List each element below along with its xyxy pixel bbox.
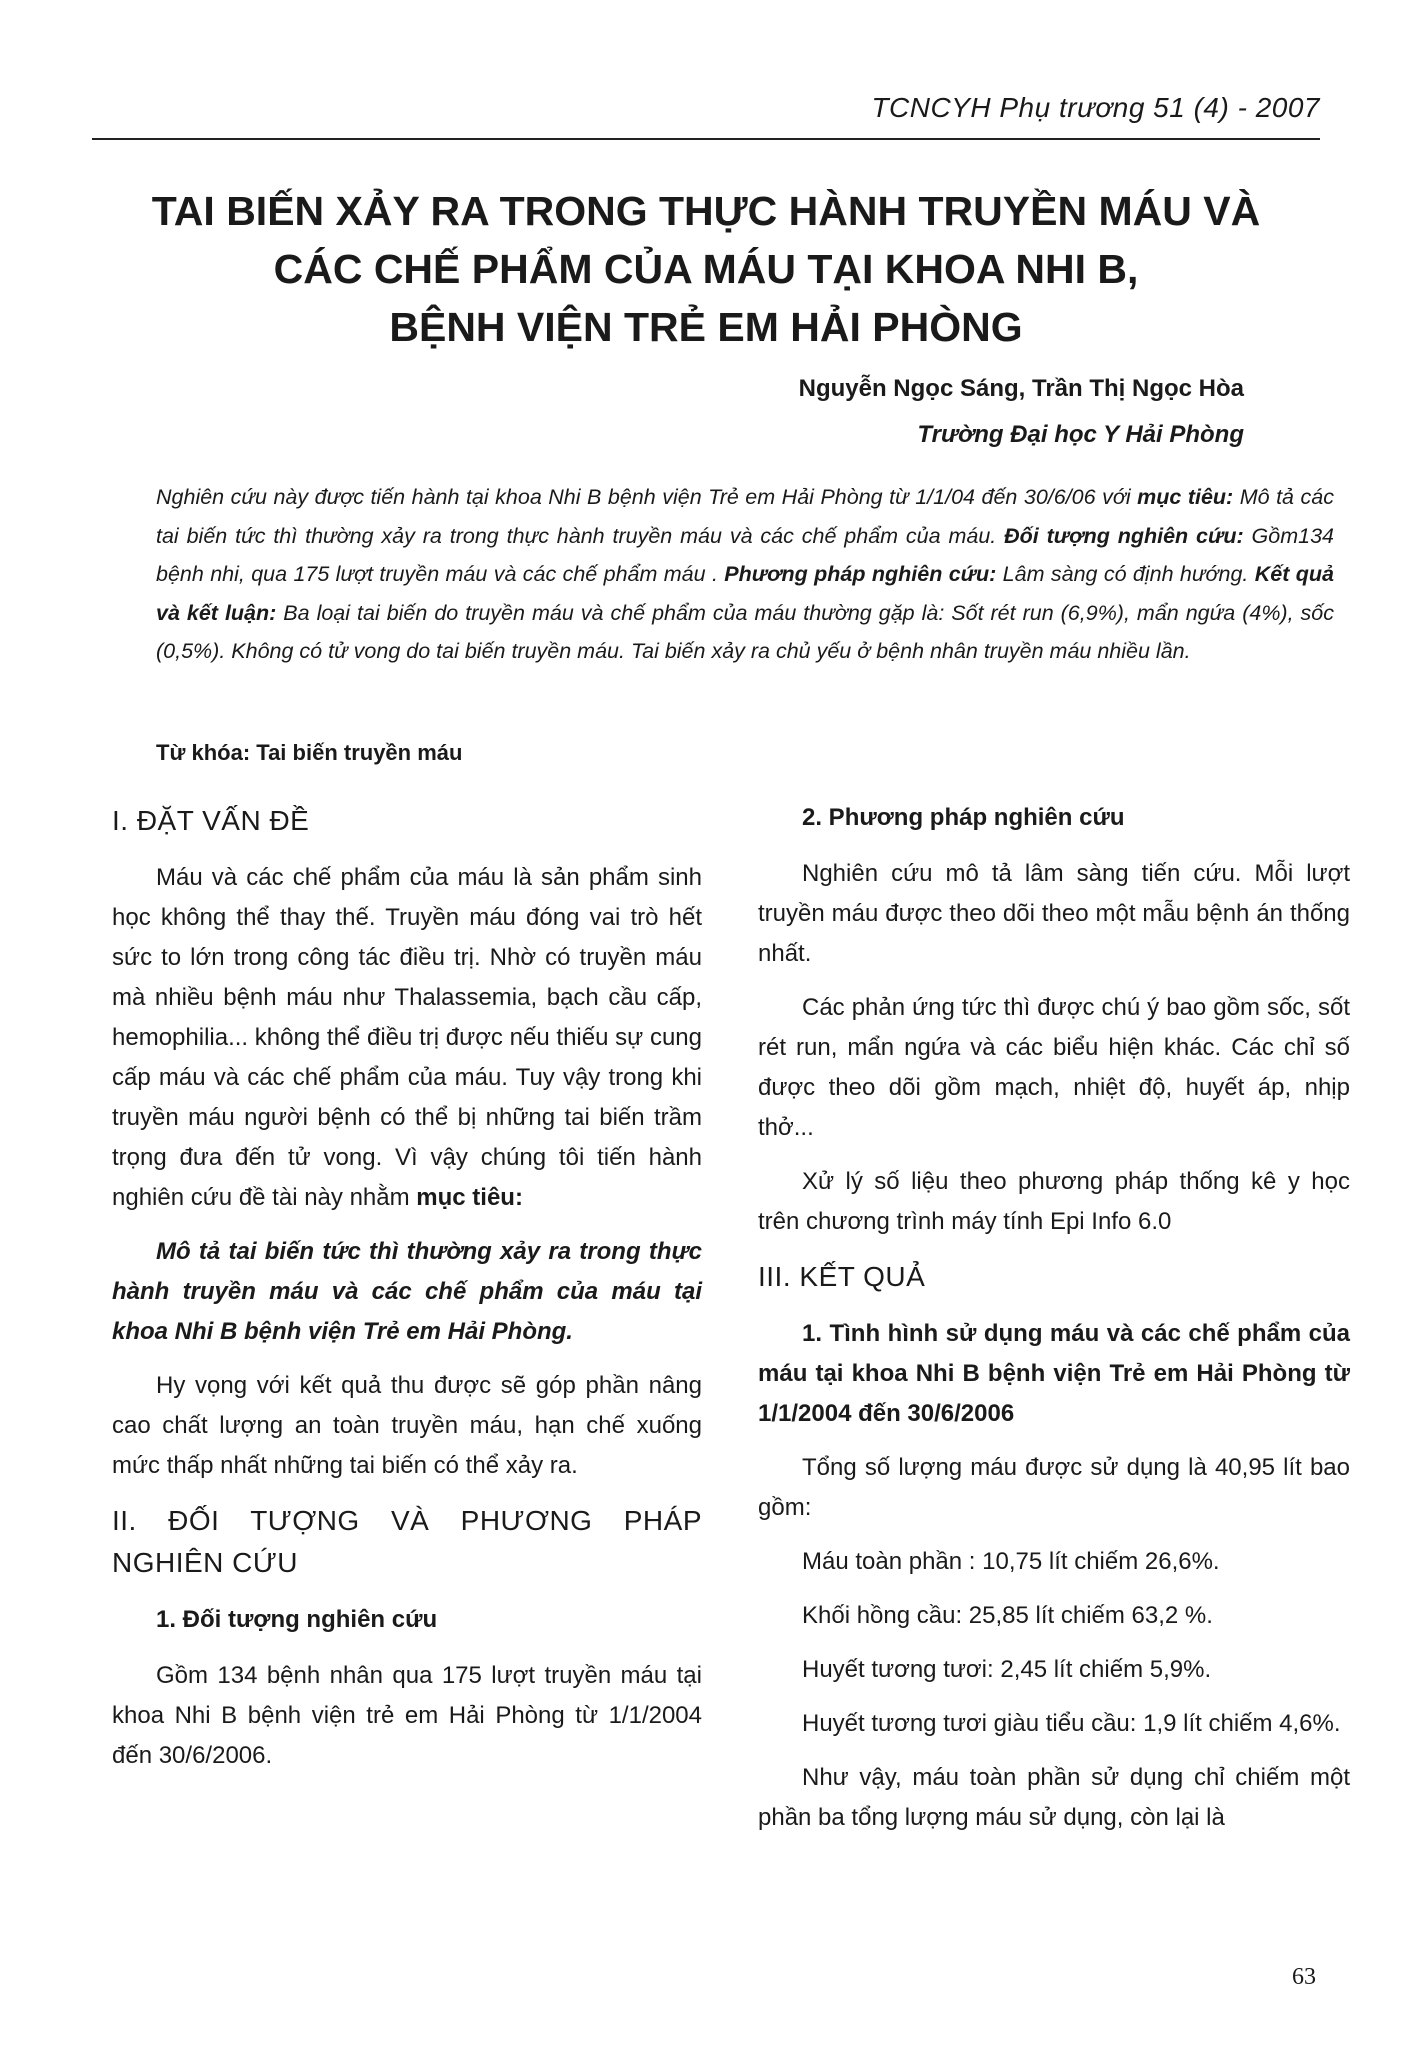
section-heading: I. ĐẶT VẤN ĐỀ — [112, 805, 310, 836]
author-block — [799, 366, 1244, 458]
paragraph: Gồm 134 bệnh nhân qua 175 lượt truyền máu tại khoa Nhi B bệnh viện trẻ em Hải Phòng từ 1/1/2004 đến 30/6/2006. — [112, 1662, 702, 1769]
paragraph: Tổng số lượng máu được sử dụng là 40,95 lít bao gồm: — [758, 1454, 1350, 1521]
subsection-heading: 1. Đối tượng nghiên cứu — [156, 1606, 438, 1633]
left-column — [112, 790, 702, 1790]
abstract — [156, 478, 1334, 671]
title-line: TAI BIẾN XẢY RA TRONG THỰC HÀNH TRUYỀN MÁU VÀ — [151, 188, 1261, 234]
list-item: Huyết tương tươi: 2,45 lít chiếm 5,9%. — [802, 1656, 1212, 1683]
paragraph: Nghiên cứu mô tả lâm sàng tiến cứu. Mỗi lượt truyền máu được theo dõi theo một mẫu bệnh án thống nhất. — [758, 860, 1350, 967]
page-number: 63 — [1292, 1964, 1316, 1990]
abstract-intro: Nghiên cứu này được tiến hành tại khoa Nhi B bệnh viện Trẻ em Hải Phòng từ 1/1/04 đến 30/6/06 với — [156, 485, 1138, 509]
abstract-subjects-label: Đối tượng nghiên cứu: — [1004, 523, 1244, 548]
header-rule — [92, 138, 1320, 140]
abstract-method-text: Lâm sàng có định hướng. — [996, 562, 1255, 586]
article-title — [120, 182, 1292, 356]
paragraph: Các phản ứng tức thì được chú ý bao gồm sốc, sốt rét run, mẩn ngứa và các biểu hiện khác. Các chỉ số được theo dõi gồm mạch, nhiệt độ, huyết áp, nhịp thở... — [758, 994, 1350, 1141]
author-names: Nguyễn Ngọc Sáng, Trần Thị Ngọc Hòa — [798, 375, 1244, 402]
list-item: Khối hồng cầu: 25,85 lít chiếm 63,2 %. — [802, 1602, 1213, 1629]
abstract-results-text: Ba loại tai biến do truyền máu và chế phẩm của máu thường gặp là: Sốt rét run (6,9%), mẩn ngứa (4%), sốc (0,5%). Không có tử vong do tai biến truyền máu. Tai biến xảy ra chủ yếu ở bệnh nhân truyền máu nhiều lần. — [156, 600, 1334, 663]
list-item: Máu toàn phần : 10,75 lít chiếm 26,6%. — [802, 1548, 1220, 1575]
affiliation: Trường Đại học Y Hải Phòng — [917, 421, 1244, 448]
abstract-results-label: Kết quả và kết luận: — [156, 562, 1334, 625]
paragraph: Xử lý số liệu theo phương pháp thống kê y học trên chương trình máy tính Epi Info 6.0 — [758, 1168, 1350, 1235]
paragraph-text: Máu và các chế phẩm của máu là sản phẩm sinh học không thể thay thế. Truyền máu đóng vai trò hết sức to lớn trong công tác điều trị. Nhờ có truyền máu mà nhiều bệnh máu như Thalassemia, bạch cầu cấp, hemophilia... không thể điều trị được nếu thiếu sự cung cấp máu và các chế phẩm của máu. Tuy vậy trong khi truyền máu người bệnh có thể bị những tai biến trầm trọng đưa đến tử vong. Vì vậy chúng tôi tiến hành nghiên cứu đề tài này nhằm — [112, 864, 702, 1211]
abstract-objective-label: mục tiêu: — [1137, 485, 1234, 509]
list-item: Huyết tương tươi giàu tiểu cầu: 1,9 lít chiếm 4,6%. — [802, 1710, 1341, 1737]
paragraph-bold: mục tiêu: — [416, 1184, 523, 1211]
paragraph — [112, 858, 702, 1218]
keywords: Từ khóa: Tai biến truyền máu — [156, 740, 463, 765]
section-heading: II. ĐỐI TƯỢNG VÀ PHƯƠNG PHÁP NGHIÊN CỨU — [112, 1505, 702, 1578]
abstract-subjects-text: Gồm134 bệnh nhi, qua 175 lượt truyền máu và các chế phẩm máu . — [156, 523, 1335, 586]
right-column — [758, 790, 1350, 1852]
abstract-method-label: Phương pháp nghiên cứu: — [724, 562, 997, 586]
section-heading: III. KẾT QUẢ — [758, 1261, 926, 1292]
paragraph: Như vậy, máu toàn phần sử dụng chỉ chiếm một phần ba tổng lượng máu sử dụng, còn lại là — [758, 1764, 1350, 1831]
title-line: CÁC CHẾ PHẨM CỦA MÁU TẠI KHOA NHI B, — [273, 246, 1139, 292]
subsection-heading: 2. Phương pháp nghiên cứu — [802, 804, 1125, 831]
paragraph: Hy vọng với kết quả thu được sẽ góp phần nâng cao chất lượng an toàn truyền máu, hạn chế xuống mức thấp nhất những tai biến có thể xảy ra. — [112, 1372, 702, 1479]
objective-statement: Mô tả tai biến tức thì thường xảy ra trong thực hành truyền máu và các chế phẩm của máu tại khoa Nhi B bệnh viện Trẻ em Hải Phòng. — [112, 1238, 702, 1345]
subsection-heading: 1. Tình hình sử dụng máu và các chế phẩm của máu tại khoa Nhi B bệnh viện Trẻ em Hải Phòng từ 1/1/2004 đến 30/6/2006 — [758, 1320, 1350, 1427]
title-line: BỆNH VIỆN TRẺ EM HẢI PHÒNG — [389, 304, 1023, 350]
abstract-objective-text: Mô tả các tai biến tức thì thường xảy ra trong thực hành truyền máu và các chế phẩm của máu. — [156, 485, 1334, 548]
running-head: TCNCYH Phụ trương 51 (4) - 2007 — [871, 92, 1320, 123]
